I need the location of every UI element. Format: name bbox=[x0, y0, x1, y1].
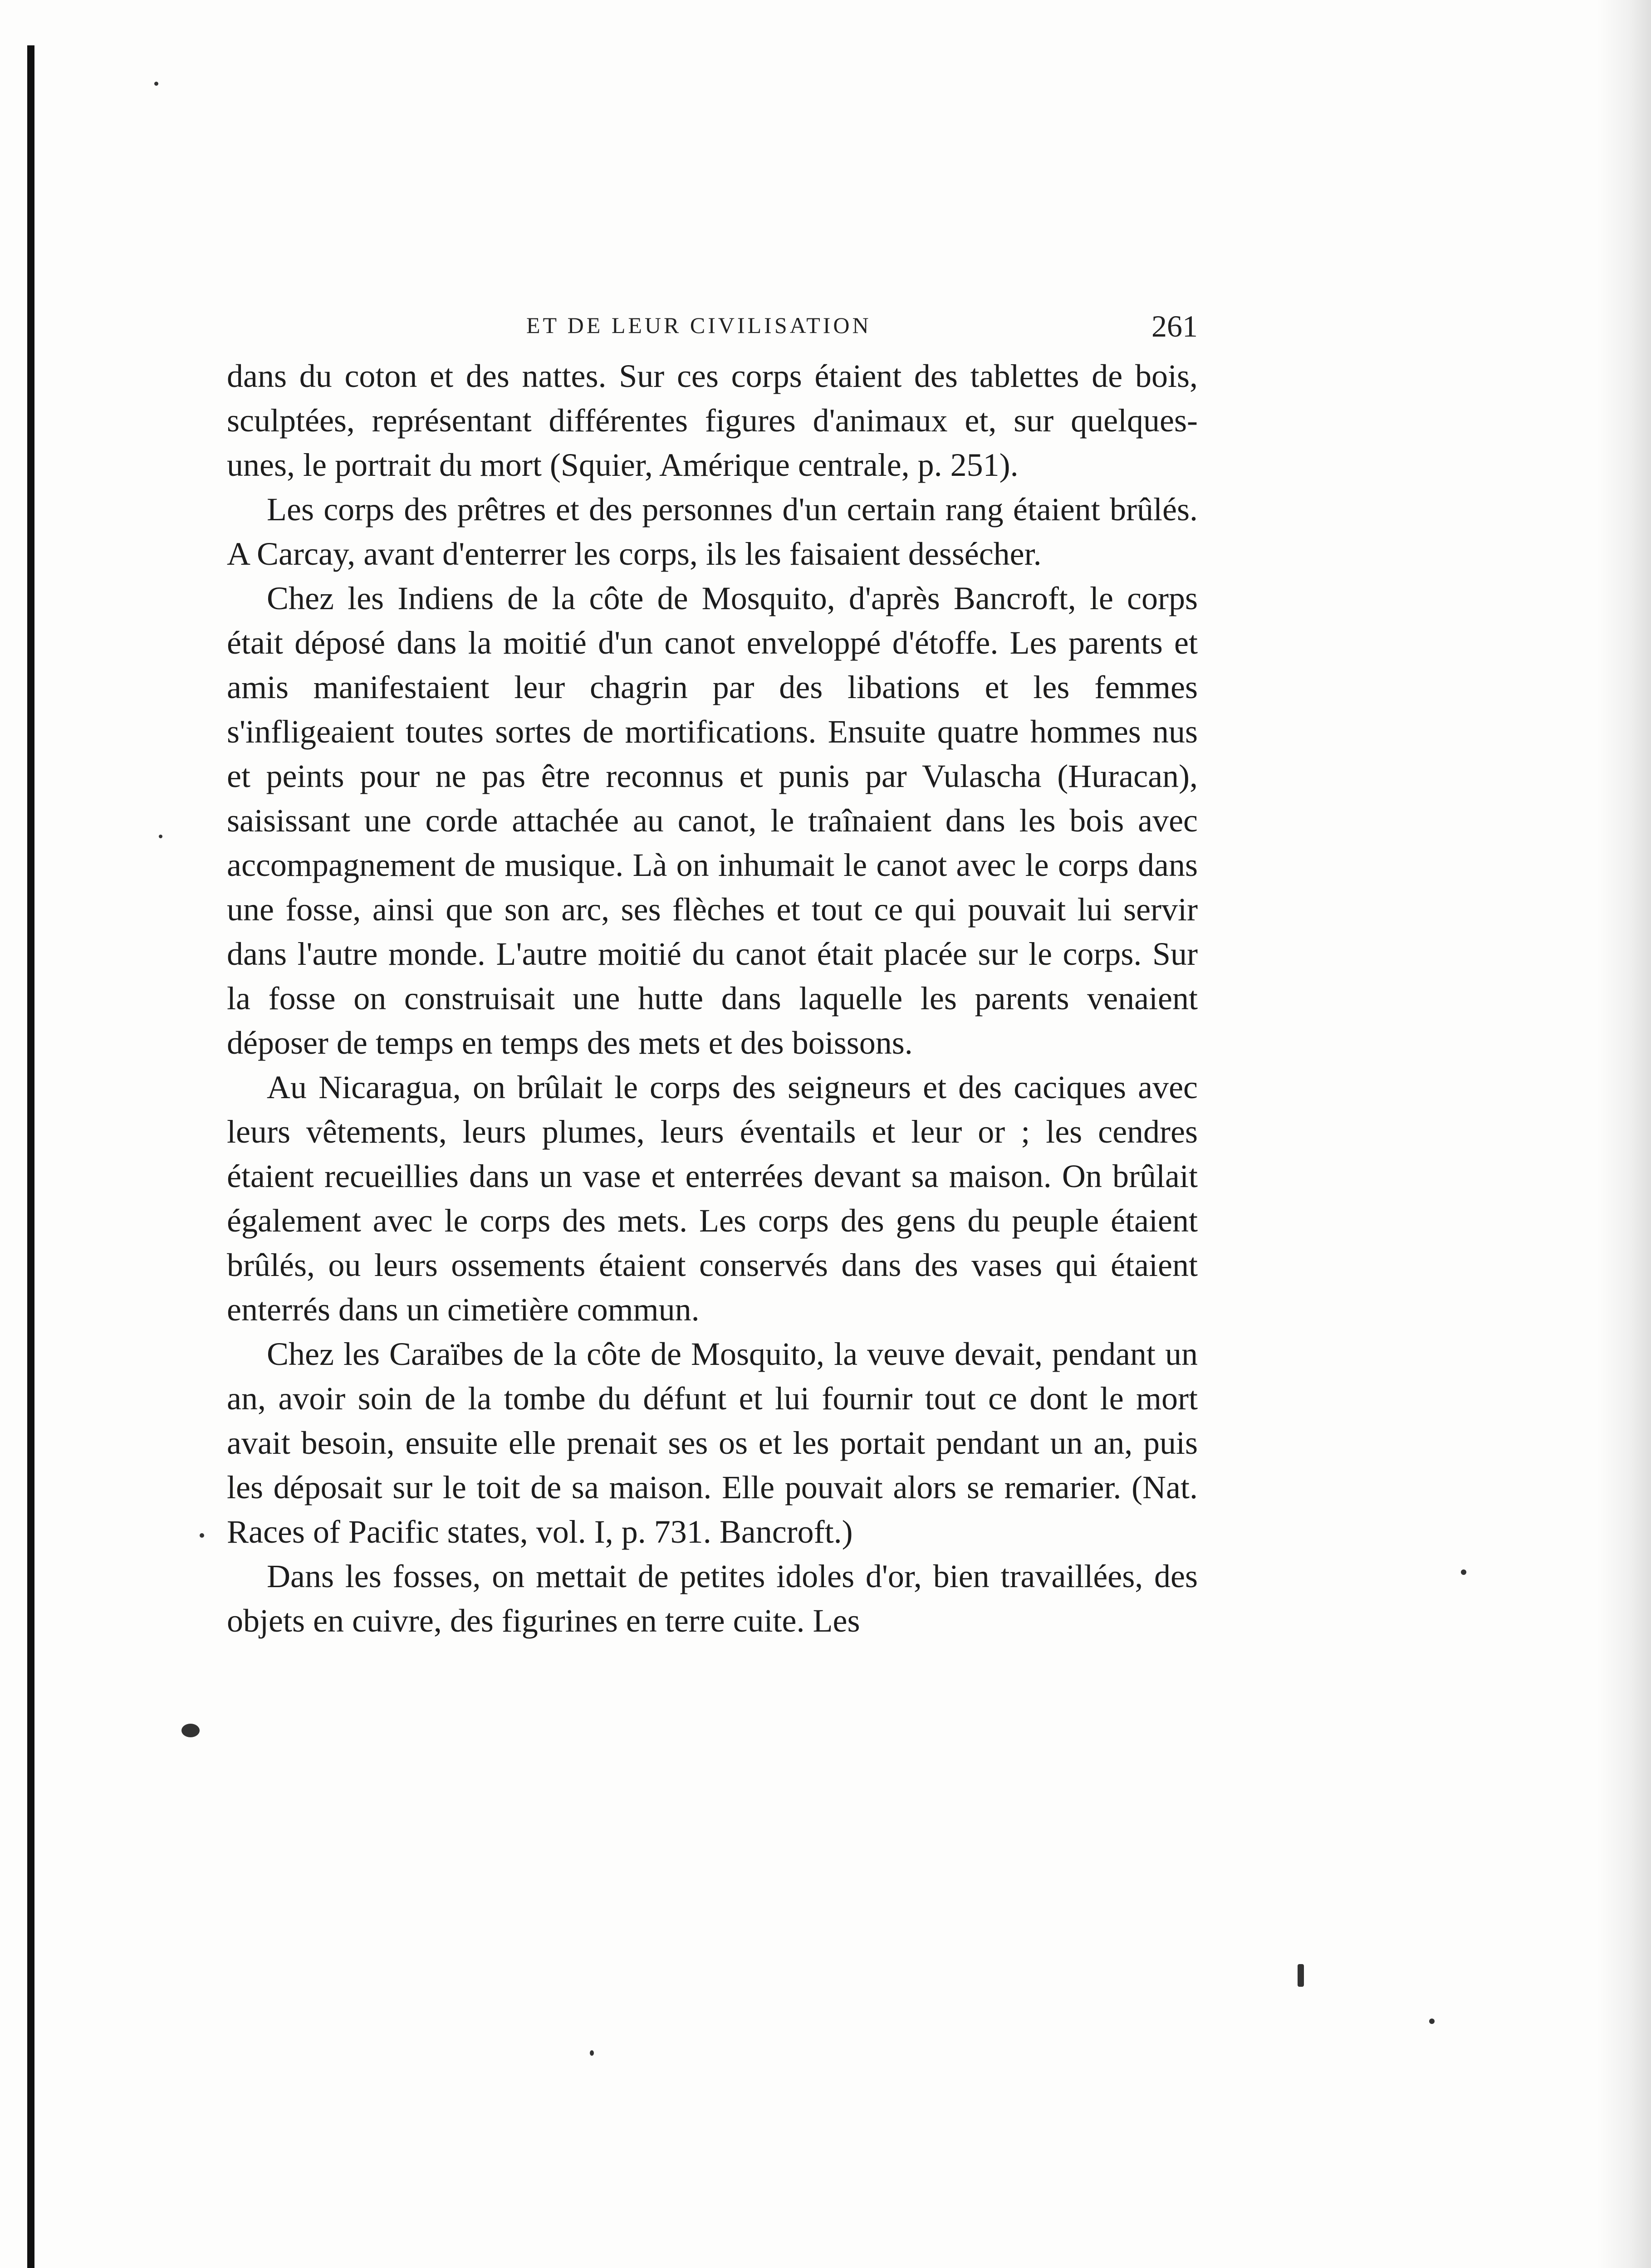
scan-speck bbox=[154, 82, 158, 86]
running-title: ET DE LEUR CIVILISATION bbox=[526, 313, 872, 338]
page-header bbox=[227, 308, 1198, 345]
paragraph-6: Dans les fosses, on mettait de petites idoles d'or, bien travaillées, des objets en cuivre, des figurines en terre cuite. Les bbox=[227, 1558, 1198, 1639]
paragraph-4: Au Nicaragua, on brûlait le corps des seigneurs et des caciques avec leurs vêtements, leurs plumes, leurs éventails et leur or ; les cendres étaient recueillies dans un vase et enterrées devant sa maison. On brûlait également avec le corps des mets. Les corps des gens du peuple étaient brûlés, ou leurs ossements étaient conservés dans des vases qui étaient enterrés dans un cimetière commun. bbox=[227, 1069, 1198, 1328]
paragraph-3: Chez les Indiens de la côte de Mosquito, d'après Bancroft, le corps était déposé dans la moitié d'un canot enveloppé d'étoffe. Les parents et amis manifestaient leur chagrin par des libations et les femmes s'infligeaient toutes sortes de mortifications. Ensuite quatre hommes nus et peints pour ne pas être reconnus et punis par Vulascha (Huracan), saisissant une corde attachée au canot, le traînaient dans les bois avec accompagnement de musique. Là on inhumait le canot avec le corps dans une fosse, ainsi que son arc, ses flèches et tout ce qui pouvait lui servir dans l'autre monde. L'autre moitié du canot était placée sur le corps. Sur la fosse on construisait une hutte dans laquelle les parents venaient déposer de temps en temps des mets et des boissons. bbox=[227, 580, 1198, 1061]
scan-speck bbox=[159, 835, 162, 838]
binding-edge bbox=[27, 45, 34, 2268]
scan-speck bbox=[181, 1724, 200, 1737]
scan-speck bbox=[590, 2050, 594, 2056]
page-number: 261 bbox=[1151, 309, 1198, 343]
scan-speck bbox=[1429, 2019, 1435, 2024]
scan-speck bbox=[1298, 1964, 1304, 1987]
scan-shadow bbox=[1597, 0, 1651, 2268]
paragraph-1: dans du coton et des nattes. Sur ces corps étaient des tablettes de bois, sculptées, représentant différentes figures d'animaux et, sur quelques-unes, le portrait du mort (Squier, Amérique centrale, p. 251). bbox=[227, 358, 1198, 483]
paragraph-2: Les corps des prêtres et des personnes d'un certain rang étaient brûlés. A Carcay, avant d'enterrer les corps, ils les faisaient dessécher. bbox=[227, 491, 1198, 572]
body-text bbox=[227, 354, 1198, 1643]
paragraph-5: Chez les Caraïbes de la côte de Mosquito, la veuve devait, pendant un an, avoir soin de la tombe du défunt et lui fournir tout ce dont le mort avait besoin, ensuite elle prenait ses os et les portait pendant un an, puis les déposait sur le toit de sa maison. Elle pouvait alors se remarier. (Nat. Races of Pacific states, vol. I, p. 731. Bancroft.) bbox=[227, 1336, 1198, 1550]
scan-speck bbox=[1461, 1569, 1466, 1575]
scan-speck bbox=[200, 1533, 204, 1538]
